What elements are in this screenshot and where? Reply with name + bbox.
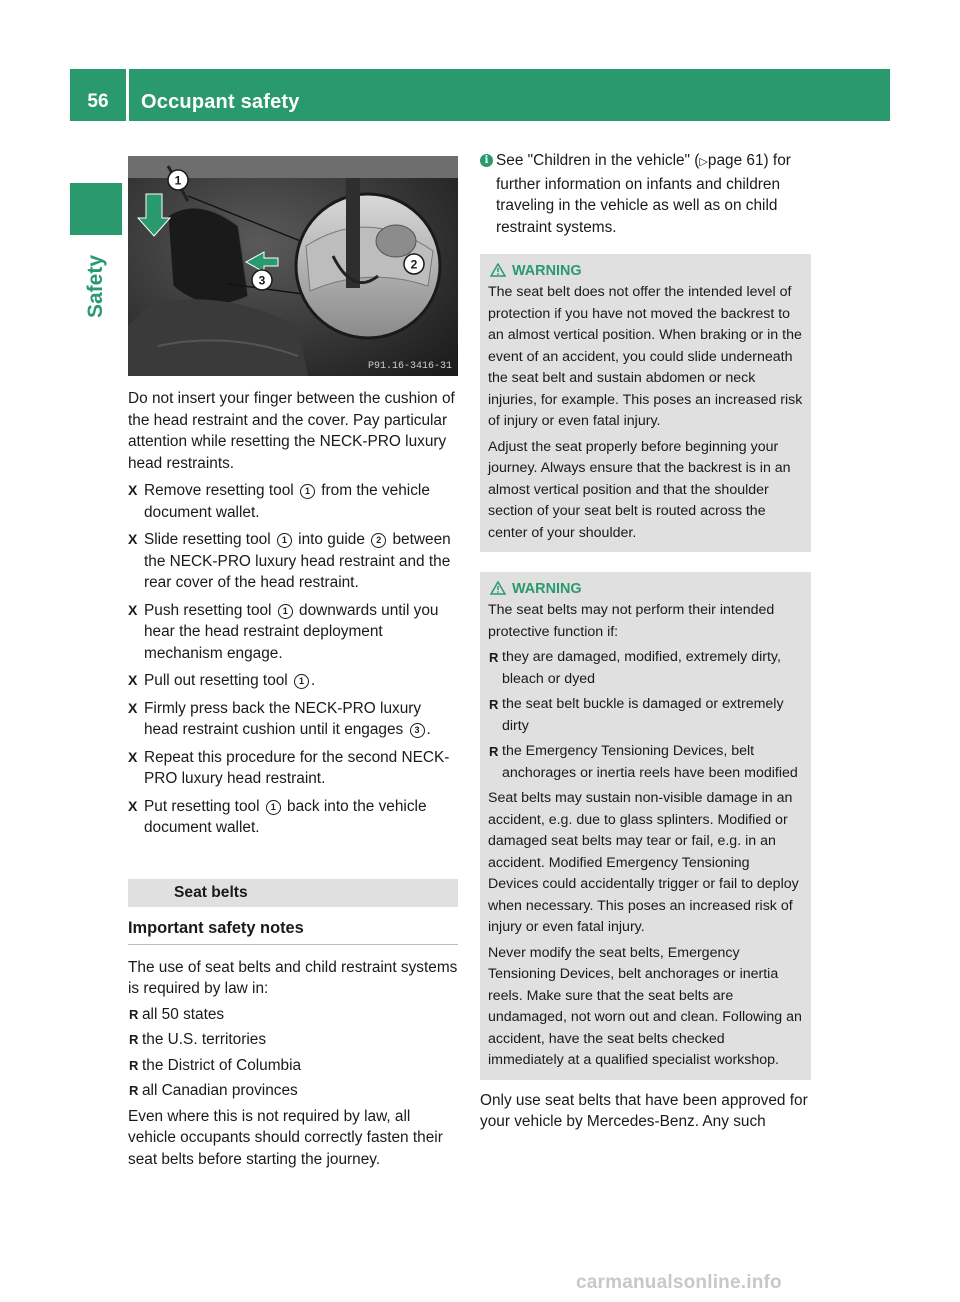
warning-title: WARNING	[488, 578, 803, 600]
callout-badge: 3	[410, 723, 425, 738]
warning-text: The seat belt does not offer the intended level of protection if you have not moved the backrest to an almost vertical position. When braking or in the event of an accident, you could slide underneath the seat belt and sustain abdomen or neck injuries, for example. This poses an increased risk of injury or even fatal injury.	[488, 284, 803, 429]
figure-callout-3: 3	[258, 273, 266, 288]
step-arrow-icon: X	[128, 699, 138, 716]
warning-triangle-icon	[490, 581, 506, 595]
procedure-step: X Push resetting tool 1 downwards until you hear the head restraint deployment mechanism engage.	[128, 601, 439, 662]
side-tab-marker	[70, 183, 122, 235]
list-item: R the seat belt buckle is damaged or extremely dirty	[489, 696, 784, 734]
bullet-icon: R	[129, 1057, 139, 1073]
info-note: i See "Children in the vehicle" (▷page 61) for further information on infants and children traveling in the vehicle as well as on child restraint systems.	[480, 150, 811, 238]
head-restraint-figure	[128, 156, 458, 376]
warning-triangle-icon	[490, 263, 506, 277]
procedure-step: X Remove resetting tool 1 from the vehicle document wallet.	[128, 482, 430, 521]
bullet-icon: R	[129, 1032, 139, 1047]
closing-paragraph: Only use seat belts that have been approved for your vehicle by Mercedes-Benz. Any such	[480, 1091, 808, 1130]
law-intro: The use of seat belts and child restraint systems is required by law in:	[128, 958, 458, 997]
watermark: carmanualsonline.info	[576, 1272, 782, 1293]
head-restraint-illustration	[128, 156, 458, 376]
list-item: R the District of Columbia	[128, 1055, 458, 1077]
list-item: R they are damaged, modified, extremely dirty, bleach or dyed	[489, 649, 781, 687]
callout-badge: 2	[371, 533, 386, 548]
warning-text: The seat belts may not perform their intended protective function if:	[488, 602, 775, 640]
procedure-step: X Pull out resetting tool 1 .	[128, 670, 458, 692]
warning-title: WARNING	[488, 260, 803, 282]
figure-code: P91.16-3416-31	[367, 361, 452, 372]
procedure-step: X Firmly press back the NECK-PRO luxury head restraint cushion until it engages 3 .	[128, 699, 431, 738]
step-arrow-icon: X	[128, 531, 138, 547]
warning-box-seat-belts	[480, 572, 811, 1080]
callout-badge: 1	[294, 674, 309, 689]
bullet-icon: R	[489, 697, 499, 712]
callout-badge: 1	[277, 533, 292, 548]
step-arrow-icon: X	[128, 672, 138, 688]
warning-text: Never modify the seat belts, Emergency Tensioning Devices, belt anchorages or inertia reels. Make sure that the seat belts are undamaged, not worn out and clean. Following an accident, have the seat belts checked immediately at a qualified specialist workshop.	[488, 944, 802, 1068]
procedure-step: X Slide resetting tool 1 into guide 2 between the NECK-PRO luxury head restraint and the rear cover of the head restraint.	[128, 531, 451, 591]
procedure-steps	[128, 480, 458, 839]
procedure-step: X Repeat this procedure for the second NECK-PRO luxury head restraint.	[128, 748, 450, 787]
list-item: R all Canadian provinces	[128, 1080, 458, 1102]
figure-callout-2: 2	[410, 257, 418, 272]
warning-text: Seat belts may sustain non-visible damage in an accident, e.g. due to glass splinters. Modified or damaged seat belts may tear or fail, e.g. in an accident. Modified Emergency Tensioning Devices could accidentally trigger or fail to deploy when necessary. This poses an increased risk of injury or even fatal injury.	[488, 790, 799, 935]
list-item: R the Emergency Tensioning Devices, belt anchorages or inertia reels have been modified	[489, 743, 798, 781]
warning-box-backrest	[480, 254, 811, 552]
warning-text: Adjust the seat properly before beginning your journey. Always ensure that the backrest is in an almost vertical position and that the shoulder section of your seat belt is routed across the center of your shoulder.	[488, 438, 791, 541]
page-number: 56	[87, 91, 109, 112]
intro-paragraph: Do not insert your finger between the cushion of the head restraint and the cover. Pay particular attention while resetting the NECK-PRO luxury head restraints.	[128, 390, 455, 472]
figure-callout-1: 1	[174, 173, 182, 188]
info-icon: i	[480, 154, 493, 167]
callout-badge: 1	[278, 604, 293, 619]
list-item: R the U.S. territories	[128, 1029, 458, 1051]
law-list	[128, 1004, 458, 1102]
bullet-icon: R	[489, 744, 499, 759]
callout-badge: 1	[266, 800, 281, 815]
warning-list	[488, 647, 803, 784]
step-arrow-icon: X	[128, 797, 138, 814]
callout-badge: 1	[300, 484, 315, 499]
law-outro: Even where this is not required by law, all vehicle occupants should correctly fasten their seat belts before starting the journey.	[128, 1107, 443, 1168]
bullet-icon: R	[129, 1006, 139, 1022]
page-reference-arrow-icon: ▷	[699, 156, 708, 168]
right-column	[480, 150, 811, 1133]
header-divider	[126, 69, 129, 121]
bullet-icon: R	[489, 650, 499, 665]
step-arrow-icon: X	[128, 748, 138, 765]
side-tab-label: Safety	[84, 254, 107, 318]
left-column	[128, 156, 458, 1170]
list-item: R all 50 states	[128, 1004, 458, 1026]
important-safety-notes-heading: Important safety notes	[128, 919, 458, 945]
section-title: Occupant safety	[141, 91, 300, 113]
bullet-icon: R	[129, 1083, 139, 1098]
step-arrow-icon: X	[128, 601, 138, 618]
step-arrow-icon: X	[128, 482, 138, 498]
procedure-step: X Put resetting tool 1 back into the vehicle document wallet.	[128, 797, 427, 836]
seat-belts-heading: Seat belts	[128, 879, 458, 907]
